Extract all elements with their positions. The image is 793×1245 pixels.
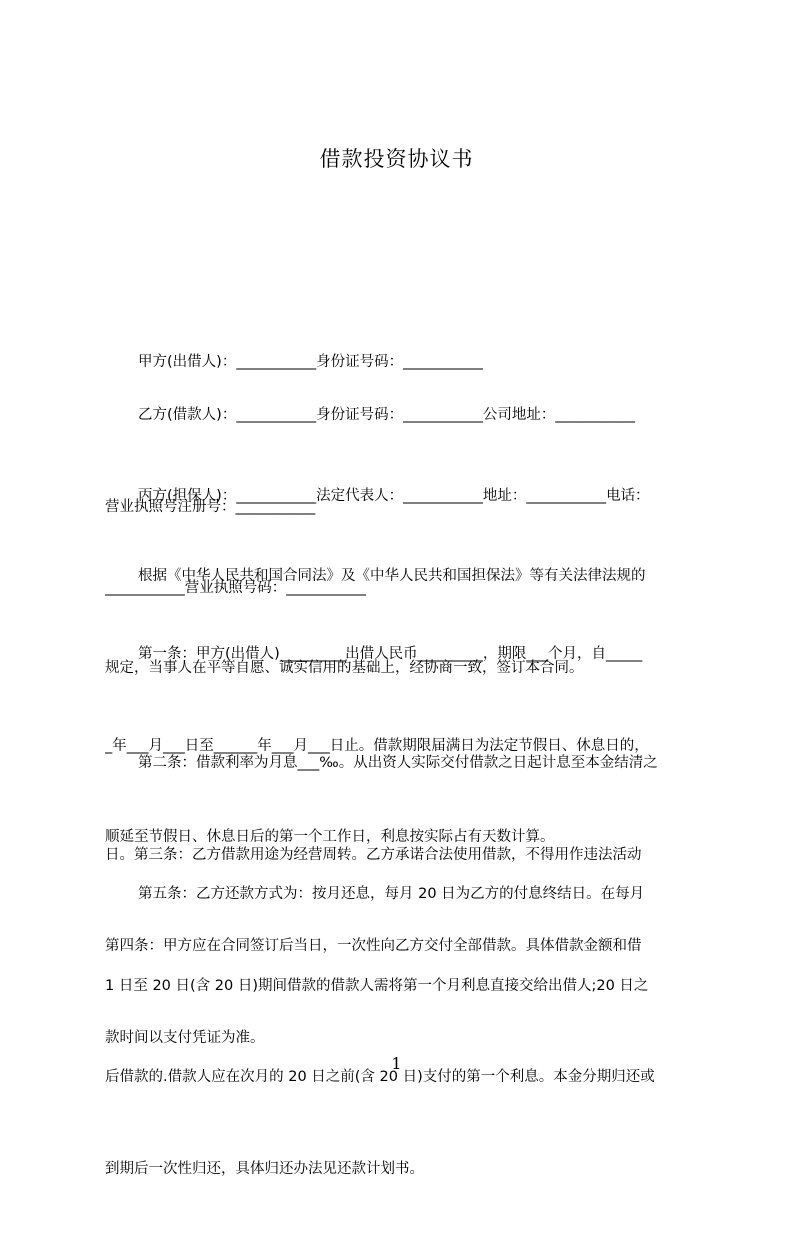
document-title: 借款投资协议书 bbox=[319, 147, 474, 171]
party-a-line: 甲方(出借人)：___________身份证号码：___________ bbox=[138, 354, 483, 370]
preamble-line: 根据《中华人民共和国合同法》及《中华人民共和国担保法》等有关法律法规的 bbox=[138, 568, 646, 584]
article-1-line: _年___月___日至______年___月___日止。借款期限届满日为法定节假日、休息日的， bbox=[105, 737, 649, 754]
article-5-line: 后借款的.借款人应在次月的 20 日之前(含 20 日)支付的第一个利息。本金分期归还或 bbox=[105, 1069, 655, 1085]
article-2-4-line: 款时间以支付凭证为准。 bbox=[105, 1029, 265, 1046]
party-c-line: ___________营业执照号码：___________ bbox=[105, 579, 366, 596]
article-2-4-line: 日。第三条：乙方借款用途为经营周转。乙方承诺合法使用借款，不得用作违法活动 bbox=[105, 846, 642, 863]
party-c-line: 丙方(担保人)：___________法定代表人：___________地址：___________电话： bbox=[138, 488, 650, 504]
preamble-line: 规定，当事人在平等自愿、诚实信用的基础上，经协商一致，签订本合同。 bbox=[105, 659, 584, 676]
article-5-paragraph bbox=[105, 818, 701, 1245]
article-5-line: 1 日至 20 日(含 20 日)期间借款的借款人需将第一个月利息直接交给出借人;20 日之 bbox=[105, 977, 649, 994]
page-number: 1 bbox=[391, 1054, 402, 1073]
article-5-line: 第五条：乙方还款方式为：按月还息，每月 20 日为乙方的付息终结日。在每月 bbox=[138, 886, 645, 902]
article-2-4-line: 第二条：借款利率为月息___‰。从出资人实际交付借款之日起计息至本金结清之 bbox=[138, 755, 658, 771]
article-5-line: 到期后一次性归还，具体归还办法见还款计划书。 bbox=[105, 1160, 424, 1177]
party-b-line: 营业执照号注册号：___________ bbox=[105, 498, 316, 515]
article-1-line: 顺延至节假日、休息日后的第一个工作日，利息按实际占有天数计算。 bbox=[105, 829, 555, 845]
article-2-4-line: 第四条：甲方应在合同签订后当日，一次性向乙方交付全部借款。具体借款金额和借 bbox=[105, 938, 642, 954]
party-b-line: 乙方(借款人)：___________身份证号码：___________公司地址：___________ bbox=[138, 407, 636, 423]
article-1-line: 第一条：甲方(出借人)_________出借人民币_________，期限___个月，自_____ bbox=[138, 646, 643, 662]
